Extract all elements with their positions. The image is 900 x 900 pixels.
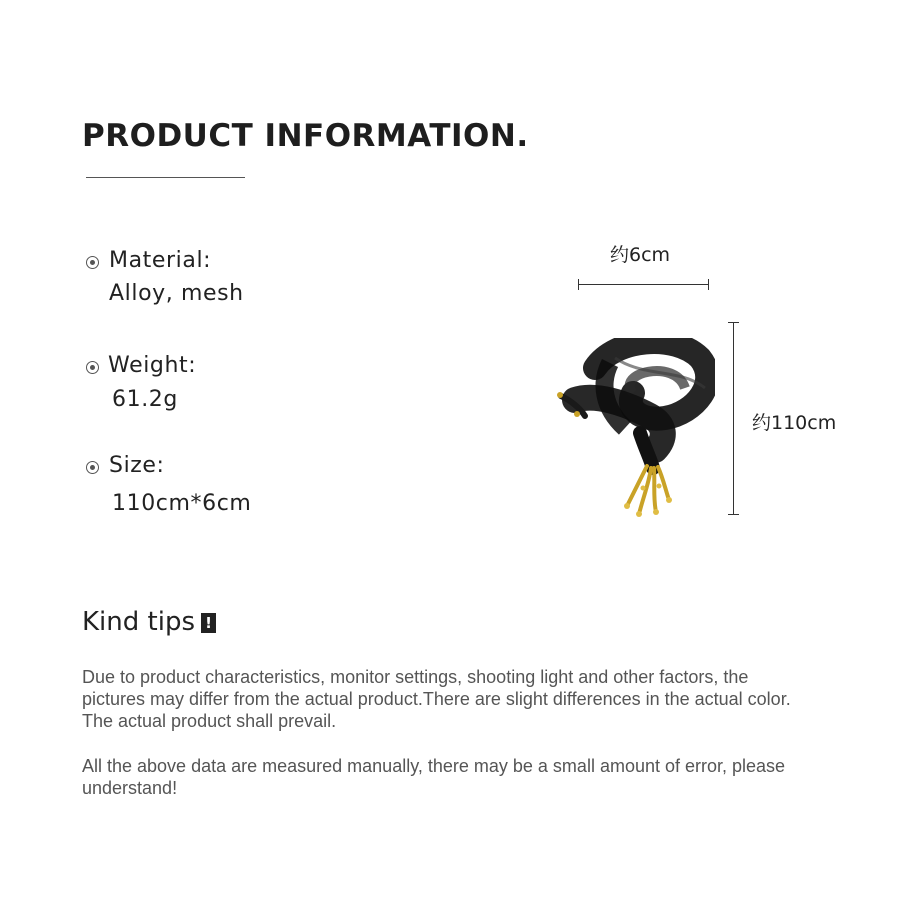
- spec-label: Weight:: [108, 353, 197, 378]
- width-dimension-label: 约6cm: [610, 244, 671, 266]
- bullet-icon: [86, 256, 99, 269]
- spec-label: Size:: [109, 453, 165, 478]
- tips-paragraph: Due to product characteristics, monitor settings, shooting light and other factors, the pictures may differ from the actual product.There are slight differences in the actual color. The actual product shall prevail.: [82, 667, 791, 731]
- spec-value: 110cm*6cm: [112, 491, 252, 516]
- spec-value: Alloy, mesh: [109, 281, 244, 306]
- width-dimension-line: [578, 284, 709, 285]
- title-divider: [86, 177, 245, 178]
- height-dimension-line: [733, 322, 734, 515]
- spec-value: 61.2g: [112, 387, 178, 412]
- spec-label: Material:: [109, 248, 212, 273]
- product-image: [555, 338, 715, 518]
- warning-icon: !: [201, 613, 216, 633]
- page-title: PRODUCT INFORMATION.: [82, 118, 529, 154]
- tips-paragraph: All the above data are measured manually, there may be a small amount of error, please understand!: [82, 756, 786, 798]
- kind-tips-title: Kind tips: [82, 607, 195, 637]
- bullet-icon: [86, 461, 99, 474]
- kind-tips-heading: [82, 607, 216, 637]
- height-dimension-label: 约110cm: [752, 412, 837, 434]
- bullet-icon: [86, 361, 99, 374]
